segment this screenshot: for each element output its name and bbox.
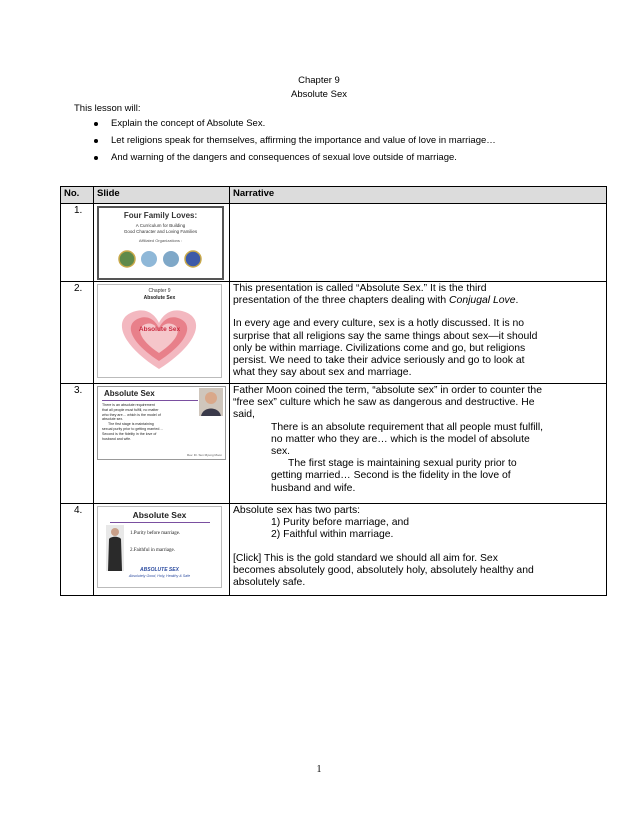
slide-line: absolute sex.	[102, 417, 124, 422]
narrative-line: [Click] This is the gold standard we should all aim for. Sex	[233, 552, 498, 564]
list-item: 1) Purity before marriage, and	[271, 517, 410, 529]
header-slide: Slide	[94, 187, 230, 204]
row-number: 1.	[61, 204, 94, 282]
slide-quote	[102, 403, 163, 441]
slide-title: Absolute Sex	[143, 295, 176, 301]
narrative-line: what they say about sex and marriage.	[233, 367, 412, 379]
speaker-photo	[199, 388, 223, 416]
narrative-line: surprise that all religions say the same things about sex—it should	[233, 330, 538, 342]
narrative-line: This presentation is called “Absolute Sex.” It is the third	[233, 283, 487, 294]
row-number: 3.	[61, 384, 94, 504]
narrative-line: Father Moon coined the term, “absolute sex” in order to counter the	[233, 385, 542, 396]
narrative-line: presentation of the three chapters dealing with Conjugal Love.	[233, 295, 519, 307]
slide-credit: Rev. Dr. Sun Myung Moon	[187, 453, 222, 457]
chapter-heading: Chapter 9	[298, 75, 340, 86]
slide-line: The first stage is maintaining	[108, 422, 154, 427]
row-number: 2.	[61, 282, 94, 384]
list-item: 2) Faithful within marriage.	[271, 529, 394, 541]
slide-affiliated-label: Affiliated Organizations :	[138, 238, 183, 243]
table-row	[61, 204, 607, 282]
slide-title-underline	[110, 522, 210, 523]
quote-line: sex.	[271, 446, 291, 458]
slide-line: Second is the fidelity in the love of	[102, 431, 157, 436]
objective-item: Let religions speak for themselves, affirming the importance and value of love in marriage…	[92, 135, 496, 152]
slide-thumbnail-1	[97, 206, 224, 280]
heart-icon	[98, 303, 221, 375]
slide-line: There is an absolute requirement	[102, 403, 155, 407]
speaker-photo	[106, 525, 124, 571]
objective-item: Explain the concept of Absolute Sex.	[92, 118, 496, 135]
slide-cell	[94, 282, 230, 384]
slide-title: Absolute Sex	[104, 389, 155, 398]
narrative-line: said,	[233, 409, 255, 421]
lesson-intro: This lesson will:	[74, 103, 141, 114]
slide-line: that all people must fulfill, no matter	[102, 407, 159, 412]
slide-line: sexual purity prior to getting married…	[102, 426, 163, 431]
table-header-row	[61, 187, 607, 204]
slide-cell	[94, 504, 230, 596]
table-row	[61, 282, 607, 384]
slide-title: Absolute Sex	[132, 510, 187, 520]
slide-subtitle: Good Character and Loving Families	[123, 229, 198, 234]
heart-label: Absolute Sex	[138, 326, 181, 333]
slide-item: 2.Faithful in marriage.	[130, 548, 175, 553]
quote-line: getting married… Second is the fidelity in the love of	[271, 470, 511, 482]
slide-narrative-table	[60, 186, 607, 596]
narrative-cell	[230, 384, 607, 504]
table-row	[61, 504, 607, 596]
lesson-objectives	[92, 118, 496, 169]
emphasis: Conjugal Love	[449, 295, 516, 307]
narrative-cell	[230, 204, 607, 282]
objective-item: And warning of the dangers and consequences of sexual love outside of marriage.	[92, 152, 496, 169]
narrative-line: Absolute sex has two parts:	[233, 505, 361, 516]
slide-subtitle: A Curriculum for Building	[135, 223, 186, 228]
slide-line: husband and wife.	[102, 436, 132, 441]
organization-logos	[99, 246, 222, 272]
slide-title: Four Family Loves:	[123, 211, 198, 220]
quote-line: husband and wife.	[271, 482, 356, 494]
quote-line: no matter who they are… which is the model of absolute	[271, 433, 530, 445]
slide-thumbnail-3	[97, 386, 226, 460]
chapter-title: Absolute Sex	[291, 89, 347, 100]
narrative-cell	[230, 504, 607, 596]
row-number: 4.	[61, 504, 94, 596]
slide-thumbnail-2	[97, 284, 222, 378]
narrative-line: In every age and every culture, sex is a hotly discussed. It is no	[233, 318, 525, 330]
narrative-line: becomes absolutely good, absolutely holy, absolutely healthy and	[233, 564, 534, 576]
narrative-line: only be within marriage. Civilizations come and go, but religions	[233, 342, 526, 354]
header-no: No.	[61, 187, 94, 204]
page-number: 1	[316, 764, 322, 775]
slide-line: who they are… which is the model of	[102, 412, 161, 417]
slide-cell	[94, 204, 230, 282]
table-row	[61, 384, 607, 504]
slide-footer: ABSOLUTE SEX	[140, 567, 179, 573]
slide-chapter: Chapter 9	[148, 288, 171, 294]
slide-thumbnail-4	[97, 506, 222, 588]
header-narrative: Narrative	[230, 187, 607, 204]
slide-item: 1.Purity before marriage.	[130, 531, 181, 536]
narrative-line: persist. We need to take their advice seriously and go to look at	[233, 355, 525, 367]
quote-line: The first stage is maintaining sexual purity prior to	[288, 458, 517, 470]
slide-footer: Absolutely Good, Holy, Healthy & Safe	[128, 574, 191, 578]
quote-line: There is an absolute requirement that all people must fulfill,	[271, 421, 544, 433]
narrative-line: absolutely safe.	[233, 577, 306, 589]
narrative-line: “free sex” culture which he saw as dangerous and destructive. He	[233, 397, 535, 409]
slide-cell	[94, 384, 230, 504]
narrative-cell	[230, 282, 607, 384]
